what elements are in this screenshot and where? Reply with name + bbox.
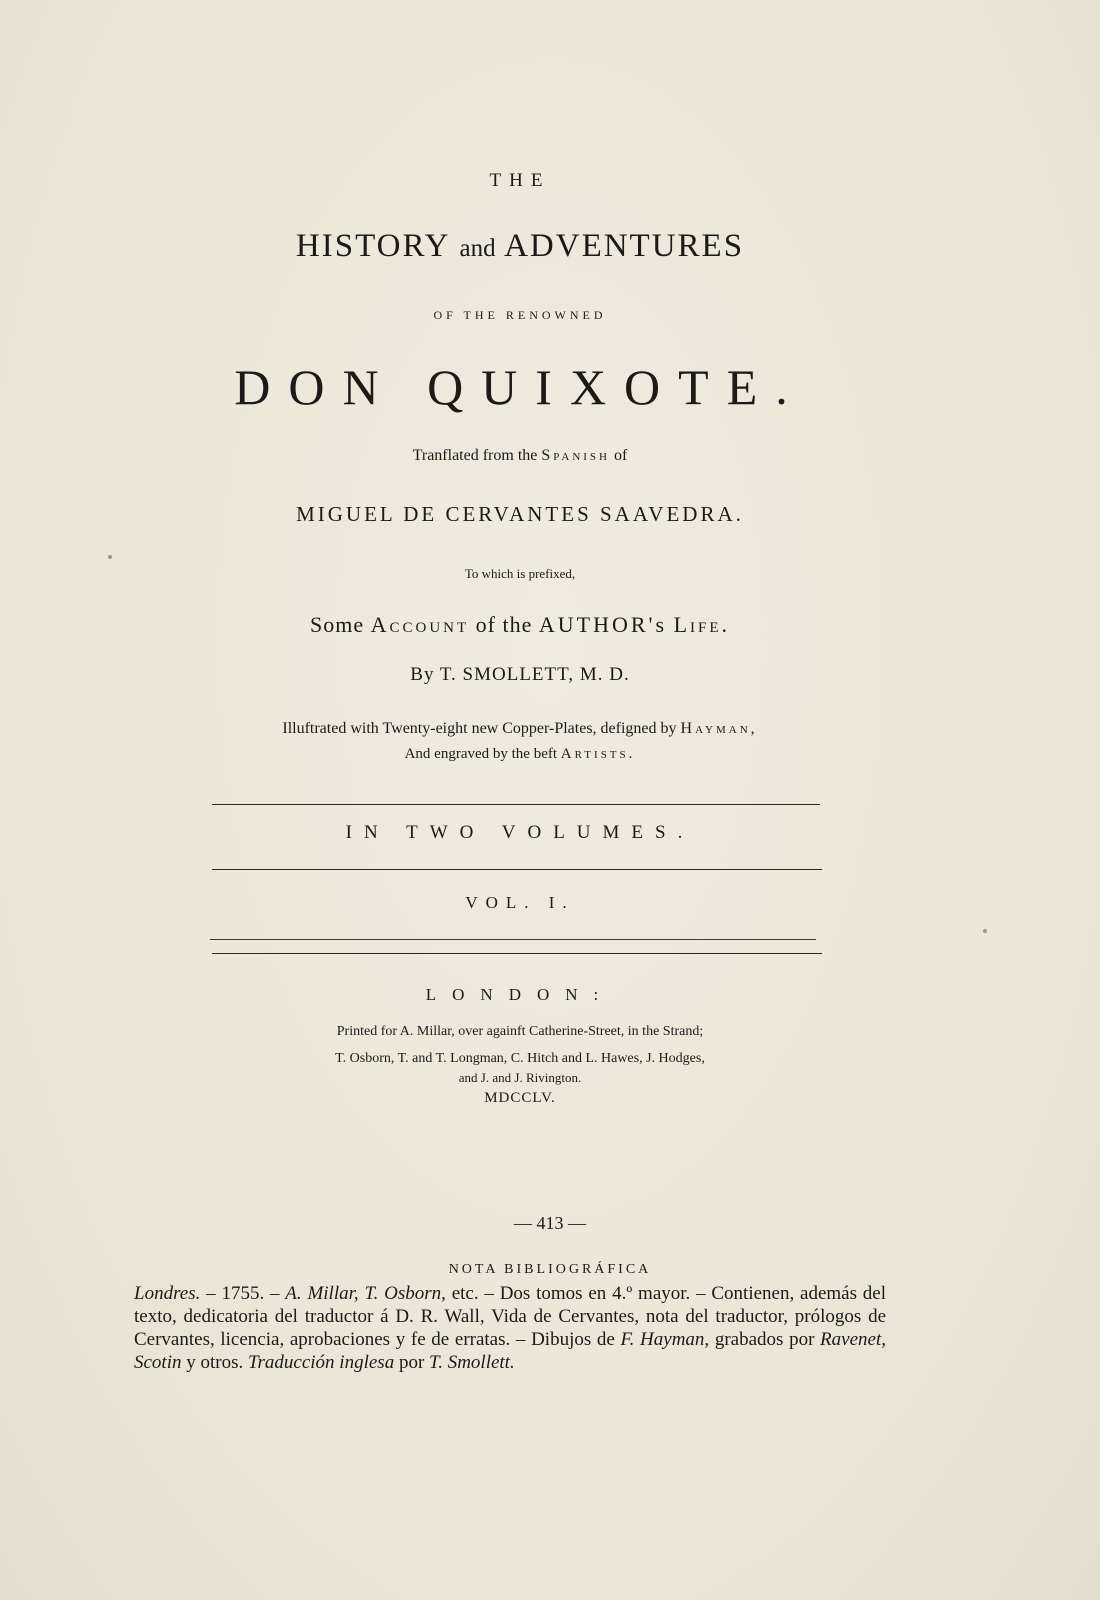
nota-publishers: A. Millar, T. Osborn, [285, 1283, 446, 1304]
illustrated-text: Illuftrated with Twenty-eight new Copper-Plates, defigned by [282, 720, 677, 737]
nota-smollett: T. Smollett. [429, 1352, 515, 1373]
divider-rule-3a [210, 939, 816, 940]
nota-engravers: Ravenet, Scotin [134, 1329, 886, 1373]
account-of-the: of the [475, 612, 533, 637]
nota-text-4: y otros. [181, 1352, 248, 1373]
imprint-london: LONDON: [425, 985, 615, 1004]
paper-speck-2 [983, 929, 987, 933]
illustrated-hayman: Hayman, [680, 720, 758, 737]
paper-speck-1 [108, 555, 112, 559]
translated-line [200, 447, 840, 465]
divider-rule-3b [212, 953, 822, 954]
vol-line: VOL. I. [465, 893, 575, 912]
nota-text-1: – 1755. – [200, 1283, 286, 1304]
translated-spanish: Spanish [541, 447, 610, 464]
engraved-text: And engraved by the beft [404, 746, 558, 762]
nota-text-3: grabados por [709, 1329, 821, 1350]
nota-body [134, 1282, 886, 1374]
divider-rule-2 [212, 869, 822, 870]
translated-of: of [614, 447, 628, 464]
nota-hayman: F. Hayman, [620, 1329, 710, 1350]
engraved-artists: Artists. [560, 746, 636, 762]
title-the: THE [489, 170, 551, 191]
nota-text-5: por [394, 1352, 430, 1373]
imprint-year: MDCCLV. [484, 1090, 556, 1106]
volumes-line: IN TWO VOLUMES. [345, 822, 695, 843]
title-don-quixote: DON QUIXOTE. [234, 359, 806, 415]
imprint-line-3: and J. and J. Rivington. [458, 1070, 582, 1085]
title-page [200, 0, 840, 1120]
by-smollett: By T. SMOLLETT, M. D. [410, 664, 630, 685]
imprint-line-1: Printed for A. Millar, over againft Catherine-Street, in the Strand; [336, 1024, 704, 1039]
title-renowned: OF THE RENOWNED [433, 308, 607, 322]
page-number: — 413 — [514, 1213, 586, 1233]
nota-text-2: etc. – Dos tomos en 4.º mayor. – Contienen, además del texto, dedicatoria del traductor á D. R. Wall, Vida de Cervantes, nota del traductor, prólogos de Cervantes, licencia, aprobaciones y fe de erratas. – Dibujos de [134, 1283, 887, 1350]
title-history-word: HISTORY [295, 228, 450, 264]
account-some: Some [309, 612, 365, 637]
author-name: MIGUEL DE CERVANTES SAAVEDRA. [296, 502, 744, 526]
illustrated-line-2 [200, 746, 840, 763]
imprint-line-2: T. Osborn, T. and T. Longman, C. Hitch and L. Hawes, J. Hodges, [335, 1051, 705, 1066]
translated-text: Tranflated from the [412, 447, 538, 464]
nota-londres: Londres. [134, 1283, 201, 1304]
prefixed-line: To which is prefixed, [464, 566, 576, 581]
title-and-word: and [459, 235, 496, 262]
divider-rule-1 [212, 804, 820, 805]
nota-heading: NOTA BIBLIOGRÁFICA [448, 1262, 652, 1277]
title-history [200, 228, 840, 265]
account-author: AUTHOR's [538, 612, 668, 637]
illustrated-line-1 [200, 720, 840, 738]
account-account: Account [370, 612, 470, 637]
nota-traduccion: Traducción inglesa [248, 1352, 395, 1373]
title-adventures-word: ADVENTURES [504, 228, 745, 264]
account-line [200, 612, 840, 638]
account-life: Life. [673, 612, 731, 637]
